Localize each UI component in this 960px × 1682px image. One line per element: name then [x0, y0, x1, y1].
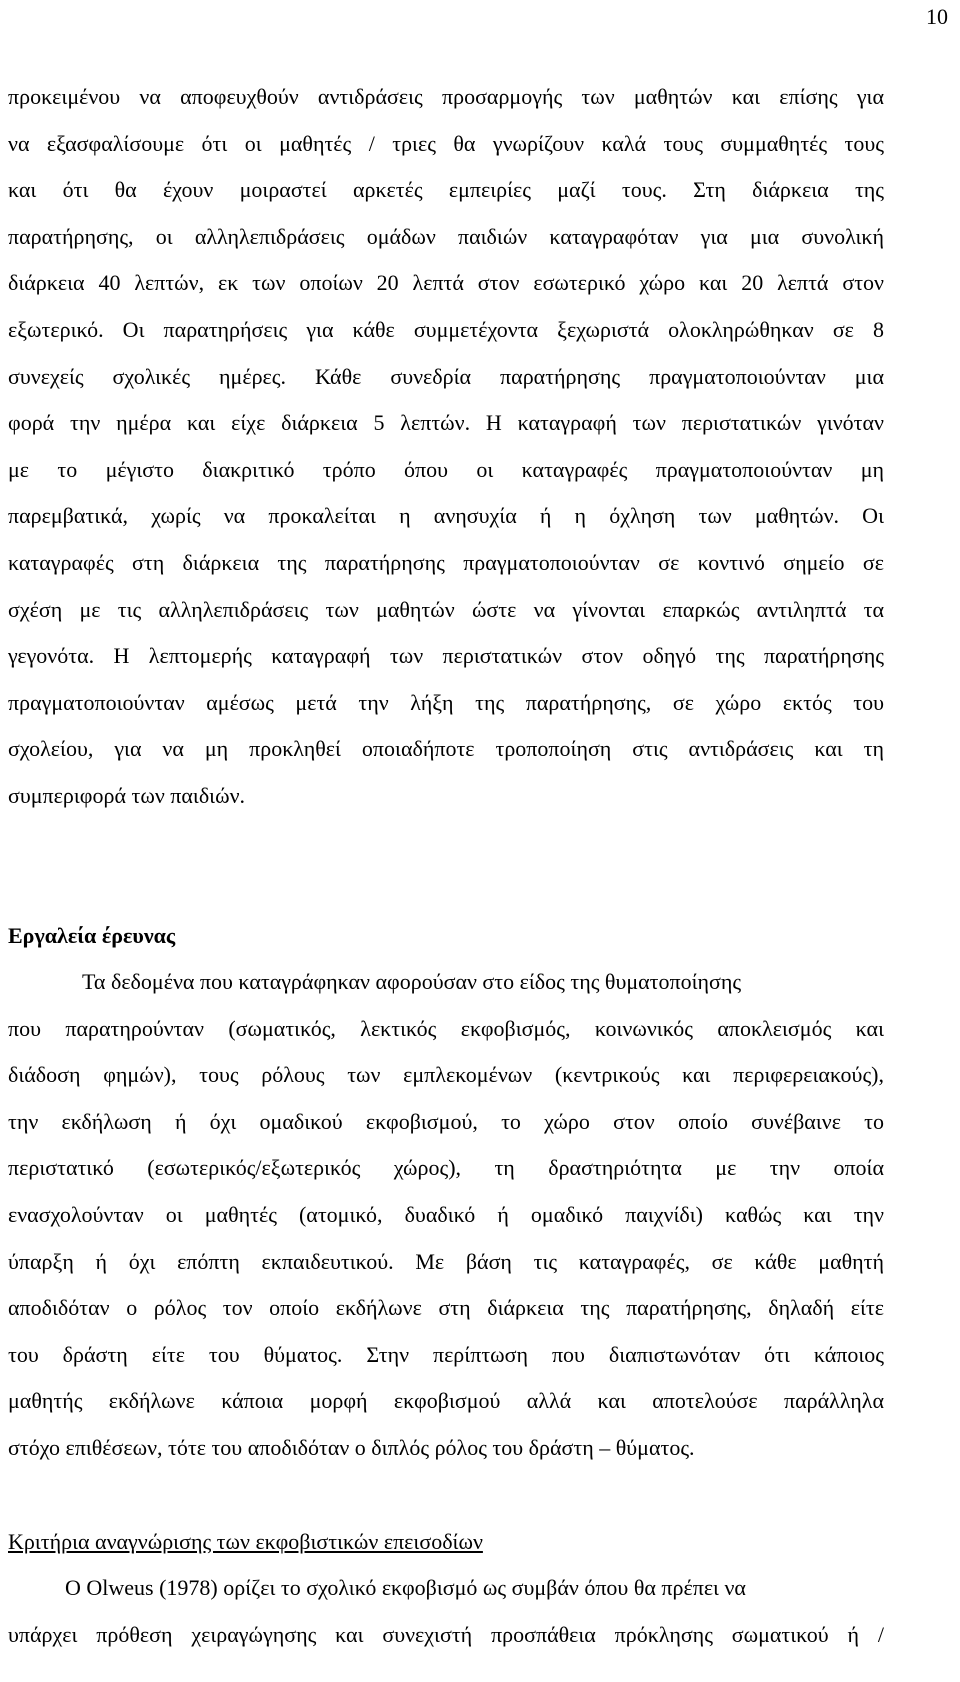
paragraph-line: την εκδήλωση ή όχι ομαδικού εκφοβισμού, το χώρο στον οποίο συνέβαινε το [8, 1108, 884, 1134]
paragraph-line: να εξασφαλίσουμε ότι οι μαθητές / τριες θα γνωρίζουν καλά τους συμμαθητές τους [8, 130, 884, 156]
paragraph-line: μαθητής εκδήλωνε κάποια μορφή εκφοβισμού αλλά και αποτελούσε παράλληλα [8, 1388, 884, 1414]
paragraph-line: γεγονότα. Η λεπτομερής καταγραφή των περιστατικών στον οδηγό της παρατήρησης [8, 643, 884, 669]
paragraph-line: καταγραφές στη διάρκεια της παρατήρησης πραγματοποιούνταν σε κοντινό σημείο σε [8, 549, 884, 575]
paragraph-line: αποδιδόταν ο ρόλος τον οποίο εκδήλωνε στη διάρκεια της παρατήρησης, δηλαδή είτε [8, 1295, 884, 1321]
paragraph-line: Ο Olweus (1978) ορίζει το σχολικό εκφοβισμό ως συμβάν όπου θα πρέπει να [65, 1575, 746, 1601]
paragraph-line: και ότι θα έχουν μοιραστεί αρκετές εμπειρίες μαζί τους. Στη διάρκεια της [8, 177, 884, 203]
paragraph-line: περιστατικό (εσωτερικός/εξωτερικός χώρος), τη δραστηριότητα με την οποία [8, 1155, 884, 1181]
paragraph-line: φορά την ημέρα και είχε διάρκεια 5 λεπτών. Η καταγραφή των περιστατικών γινόταν [8, 410, 884, 436]
paragraph-line: με το μέγιστο διακριτικό τρόπο όπου οι καταγραφές πραγματοποιούνταν μη [8, 456, 884, 482]
paragraph-line: συμπεριφορά των παιδιών. [8, 782, 246, 808]
paragraph-line: εξωτερικό. Οι παρατηρήσεις για κάθε συμμετέχοντα ξεχωριστά ολοκληρώθηκαν σε 8 [8, 316, 884, 342]
paragraph-line: διάδοση φημών), τους ρόλους των εμπλεκομένων (κεντρικούς και περιφερειακούς), [8, 1062, 884, 1088]
section-heading-criteria: Κριτήρια αναγνώρισης των εκφοβιστικών επεισοδίων [8, 1528, 483, 1554]
paragraph-line: πραγματοποιούνταν αμέσως μετά την λήξη της παρατήρησης, σε χώρο εκτός του [8, 689, 884, 715]
paragraph-line: υπάρχει πρόθεση χειραγώγησης και συνεχιστή προσπάθεια πρόκλησης σωματικού ή / [8, 1621, 884, 1647]
paragraph-line: παρεμβατικά, χωρίς να προκαλείται η ανησυχία ή η όχληση των μαθητών. Οι [8, 503, 884, 529]
paragraph-line: στόχο επιθέσεων, τότε του αποδιδόταν ο διπλός ρόλος του δράστη – θύματος. [8, 1435, 695, 1461]
section-gap [8, 1472, 884, 1519]
paragraph-line: ύπαρξη ή όχι επόπτη εκπαιδευτικού. Με βάση τις καταγραφές, σε κάθε μαθητή [8, 1248, 884, 1274]
section-gap [8, 820, 884, 913]
page-number: 10 [926, 4, 948, 29]
paragraph-line: σχέση με τις αλληλεπιδράσεις των μαθητών ώστε να γίνονται επαρκώς αντιληπτά τα [8, 596, 884, 622]
paragraph-line: του δράστη είτε του θύματος. Στην περίπτωση που διαπιστωνόταν ότι κάποιος [8, 1341, 884, 1367]
paragraph-criteria [8, 1565, 884, 1658]
paragraph-line: συνεχείς σχολικές ημέρες. Κάθε συνεδρία παρατήρησης πραγματοποιούνταν μια [8, 363, 884, 389]
paragraph-line: διάρκεια 40 λεπτών, εκ των οποίων 20 λεπτά στον εσωτερικό χώρο και 20 λεπτά στον [8, 270, 884, 296]
paragraph-line: Τα δεδομένα που καταγράφηκαν αφορούσαν στο είδος της θυματοποίησης [82, 969, 742, 995]
section-heading-tools: Εργαλεία έρευνας [8, 922, 176, 948]
paragraph-tools [8, 959, 884, 1472]
paragraph-line: παρατήρησης, οι αλληλεπιδράσεις ομάδων παιδιών καταγραφόταν για μια συνολική [8, 223, 884, 249]
paragraph-line: που παρατηρούνταν (σωματικός, λεκτικός εκφοβισμός, κοινωνικός αποκλεισμός και [8, 1015, 884, 1041]
paragraph-line: ενασχολούνταν οι μαθητές (ατομικό, δυαδικό ή ομαδικό παιχνίδι) καθώς και την [8, 1202, 884, 1228]
document-body [8, 74, 884, 1658]
paragraph-line: σχολείου, για να μη προκληθεί οποιαδήποτε τροποποίηση στις αντιδράσεις και τη [8, 736, 884, 762]
paragraph-line: προκειμένου να αποφευχθούν αντιδράσεις προσαρμογής των μαθητών και επίσης για [8, 84, 884, 109]
paragraph-observation [8, 74, 884, 820]
